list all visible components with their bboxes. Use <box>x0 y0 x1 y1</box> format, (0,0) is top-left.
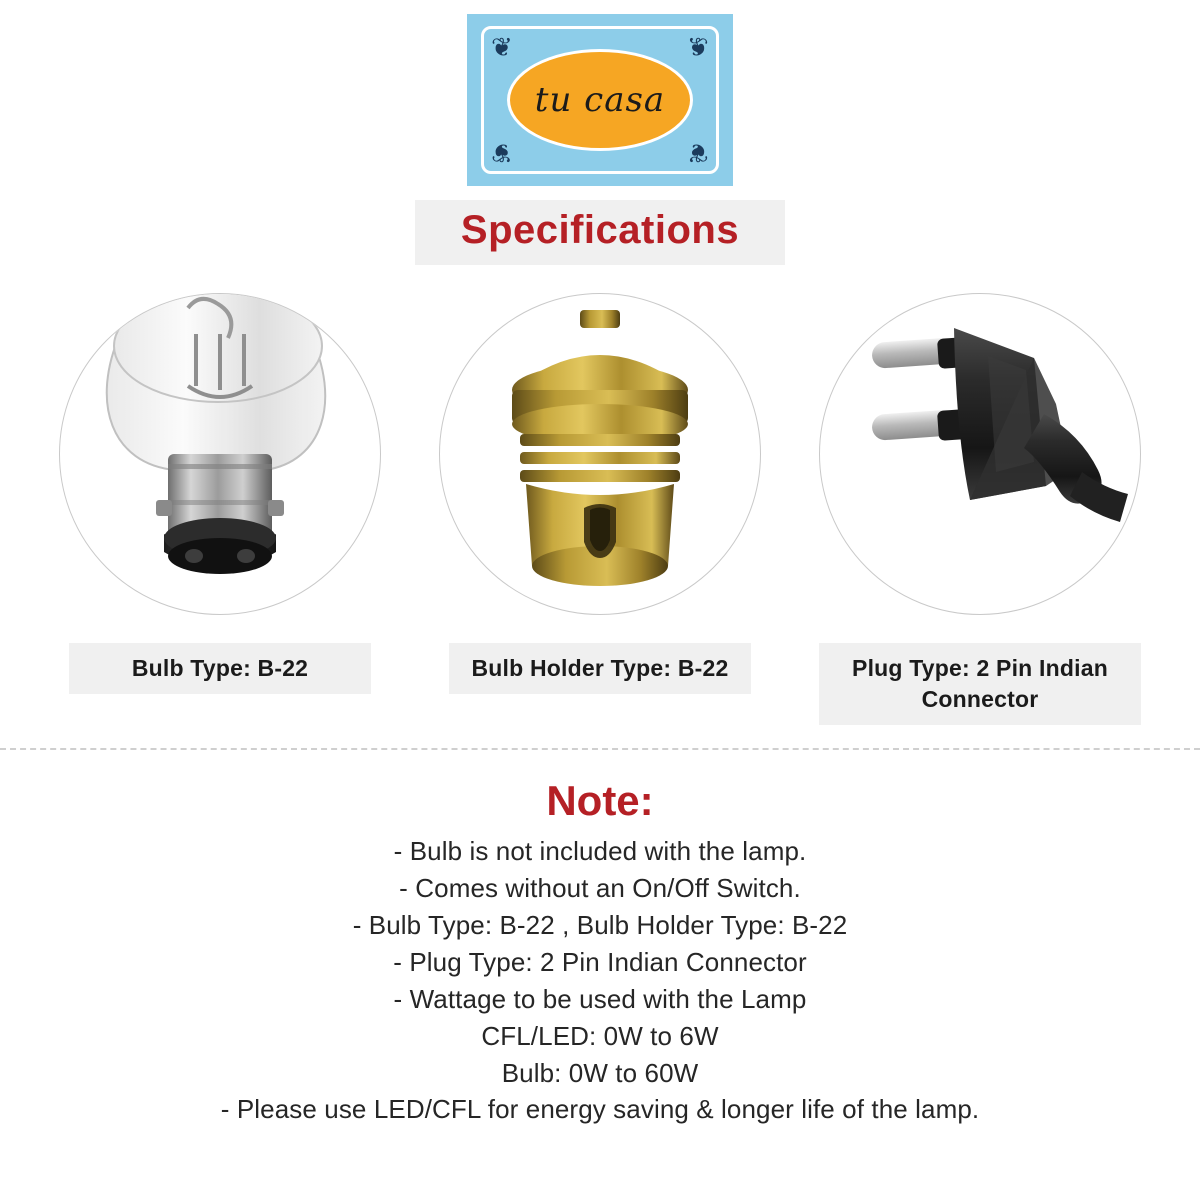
bulb-holder-image <box>439 293 761 615</box>
specifications-row <box>0 293 1200 725</box>
spec-item-bulb-holder-type <box>435 293 765 694</box>
logo-oval <box>510 52 690 148</box>
note-section <box>0 777 1200 1128</box>
note-line: - Bulb Type: B-22 , Bulb Holder Type: B-22 <box>352 909 848 940</box>
note-line: - Wattage to be used with the Lamp <box>393 983 807 1014</box>
spec-item-bulb-type <box>55 293 385 694</box>
note-title: Note: <box>546 777 654 825</box>
plug-image <box>819 293 1141 615</box>
brand-logo <box>467 14 733 186</box>
specifications-heading-section <box>0 200 1200 265</box>
bulb-image <box>59 293 381 615</box>
brand-name: tu casa <box>534 80 666 120</box>
bulb-holder-icon <box>440 294 760 614</box>
spec-caption-bulb-type: Bulb Type: B-22 <box>69 643 371 694</box>
power-plug-icon <box>820 294 1140 614</box>
spec-caption-plug-type: Plug Type: 2 Pin Indian Connector <box>819 643 1141 725</box>
brand-logo-section <box>0 0 1200 186</box>
note-line: - Comes without an On/Off Switch. <box>399 873 801 903</box>
note-line: Bulb: 0W to 60W <box>501 1057 699 1088</box>
note-line: CFL/LED: 0W to 6W <box>481 1020 719 1051</box>
light-bulb-icon <box>60 294 380 614</box>
flourish-icon: ❦ <box>687 138 709 168</box>
note-line: - Please use LED/CFL for energy saving & longer life of the lamp. <box>220 1094 980 1125</box>
spec-item-plug-type <box>815 293 1145 725</box>
section-divider <box>0 748 1200 750</box>
note-line: - Plug Type: 2 Pin Indian Connector <box>393 946 807 977</box>
flourish-icon: ❦ <box>687 32 709 62</box>
page-title: Specifications <box>415 200 785 265</box>
note-line: - Bulb is not included with the lamp. <box>393 836 807 867</box>
flourish-icon: ❦ <box>491 32 513 62</box>
spec-caption-bulb-holder-type: Bulb Holder Type: B-22 <box>449 643 751 694</box>
flourish-icon: ❦ <box>491 138 513 168</box>
